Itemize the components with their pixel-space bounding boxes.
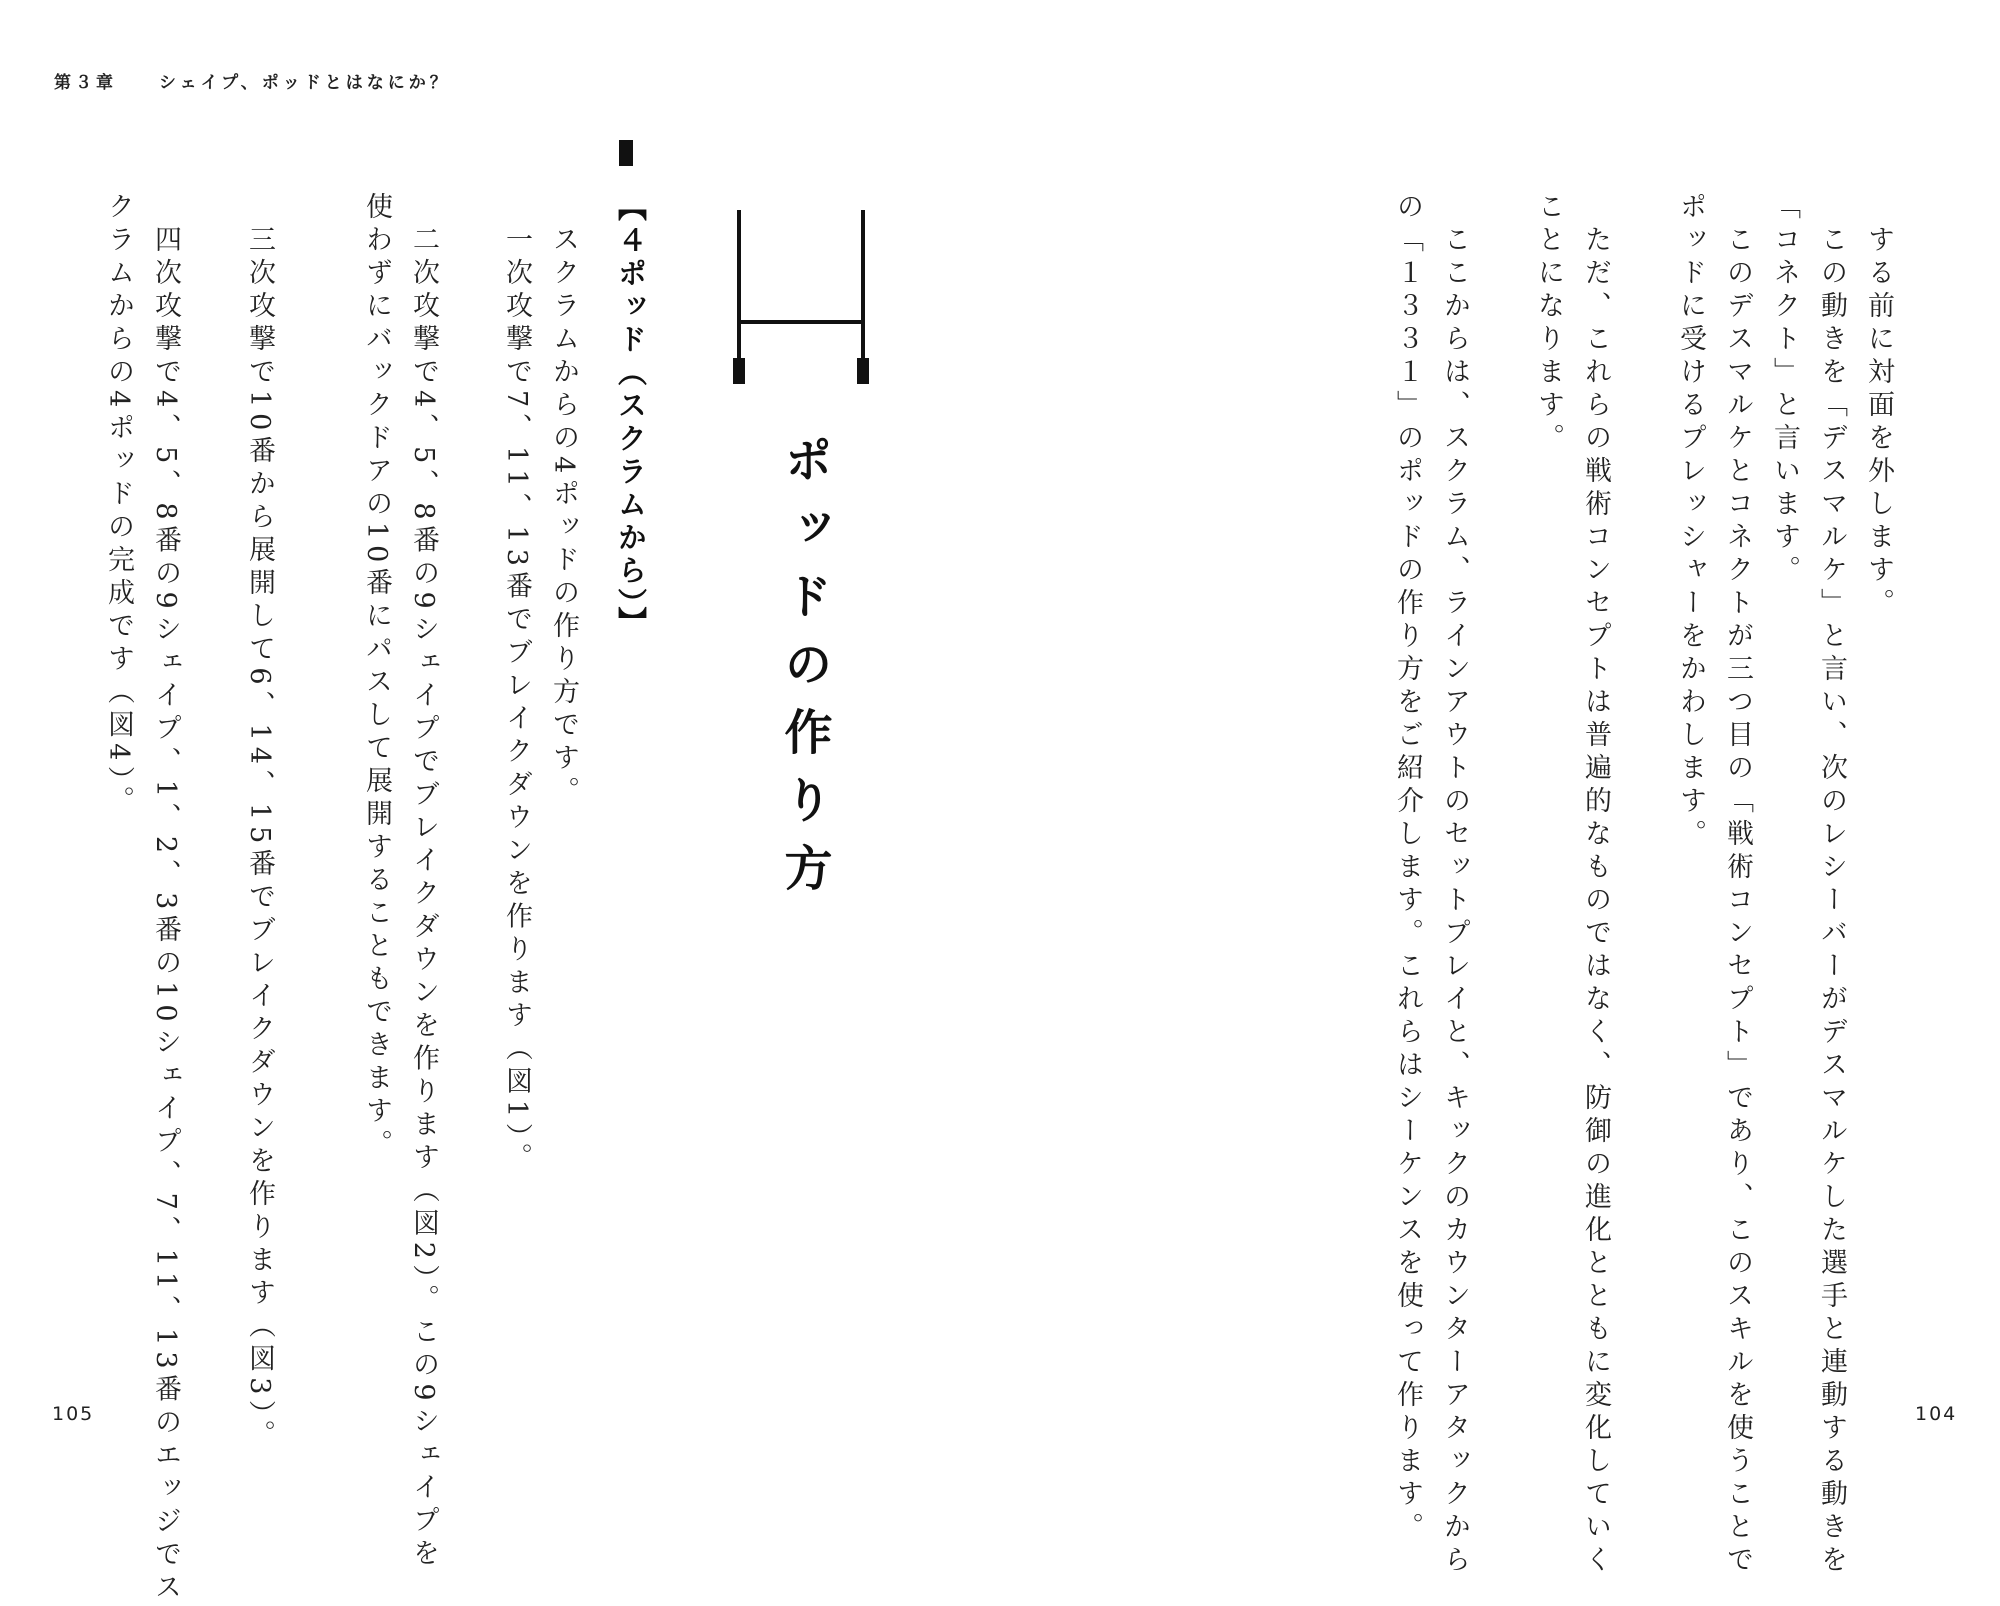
page-number-left: 105 — [52, 1403, 95, 1425]
body-column: ここからは、スクラム、ラインアウトのセットプレイと、キックのカウンターアタックから — [1439, 225, 1470, 1578]
body-column: 「コネクト」と言います。 — [1769, 192, 1800, 588]
subheading-marker — [619, 140, 633, 166]
body-column: このデスマルケとコネクトが三つ目の「戦術コンセプト」であり、このスキルを使うことで — [1722, 225, 1753, 1578]
body-column: の「１３３１」のポッドの作り方をご紹介します。これらはシーケンスを使って作ります。 — [1392, 192, 1423, 1545]
body-column: ポッドに受けるプレッシャーをかわします。 — [1675, 192, 1706, 852]
body-column: 二次攻撃で4、5、8番の9シェイプでブレイクダウンを作ります（図2）。この9シェイプを — [408, 225, 439, 1572]
body-column: 一次攻撃で7、11、13番でブレイクダウンを作ります（図1）。 — [501, 225, 532, 1176]
page-number-right: 104 — [1915, 1403, 1958, 1425]
body-column: ただ、これらの戦術コンセプトは普遍的なものではなく、防御の進化とともに変化していく — [1580, 225, 1611, 1578]
body-column: スクラムからの4ポッドの作り方です。 — [548, 225, 579, 810]
subheading: 【４ポッド（スクラムから）】 — [614, 192, 648, 640]
body-column: クラムからの4ポッドの完成です（図4）。 — [103, 192, 134, 819]
body-column: 使わずにバックドアの10番にパスして展開することもできます。 — [361, 192, 392, 1163]
body-column: この動きを「デスマルケ」と言い、次のレシーバーがデスマルケした選手と連動する動きを — [1816, 225, 1847, 1578]
body-column: ことになります。 — [1533, 192, 1564, 456]
section-title: ポッドの作り方 — [776, 435, 832, 911]
body-column: 四次攻撃で4、5、8番の9シェイプ、1、2、3番の10シェイプ、7、11、13番のエッジでス — [150, 225, 181, 1606]
rugby-goalpost-icon — [725, 210, 885, 390]
chapter-header: 第３章 シェイプ、ポッドとはなにか？ — [54, 73, 451, 93]
body-column: 三次攻撃で10番から展開して6、14、15番でブレイクダウンを作ります（図3）。 — [244, 225, 275, 1453]
body-column: する前に対面を外します。 — [1863, 225, 1894, 621]
